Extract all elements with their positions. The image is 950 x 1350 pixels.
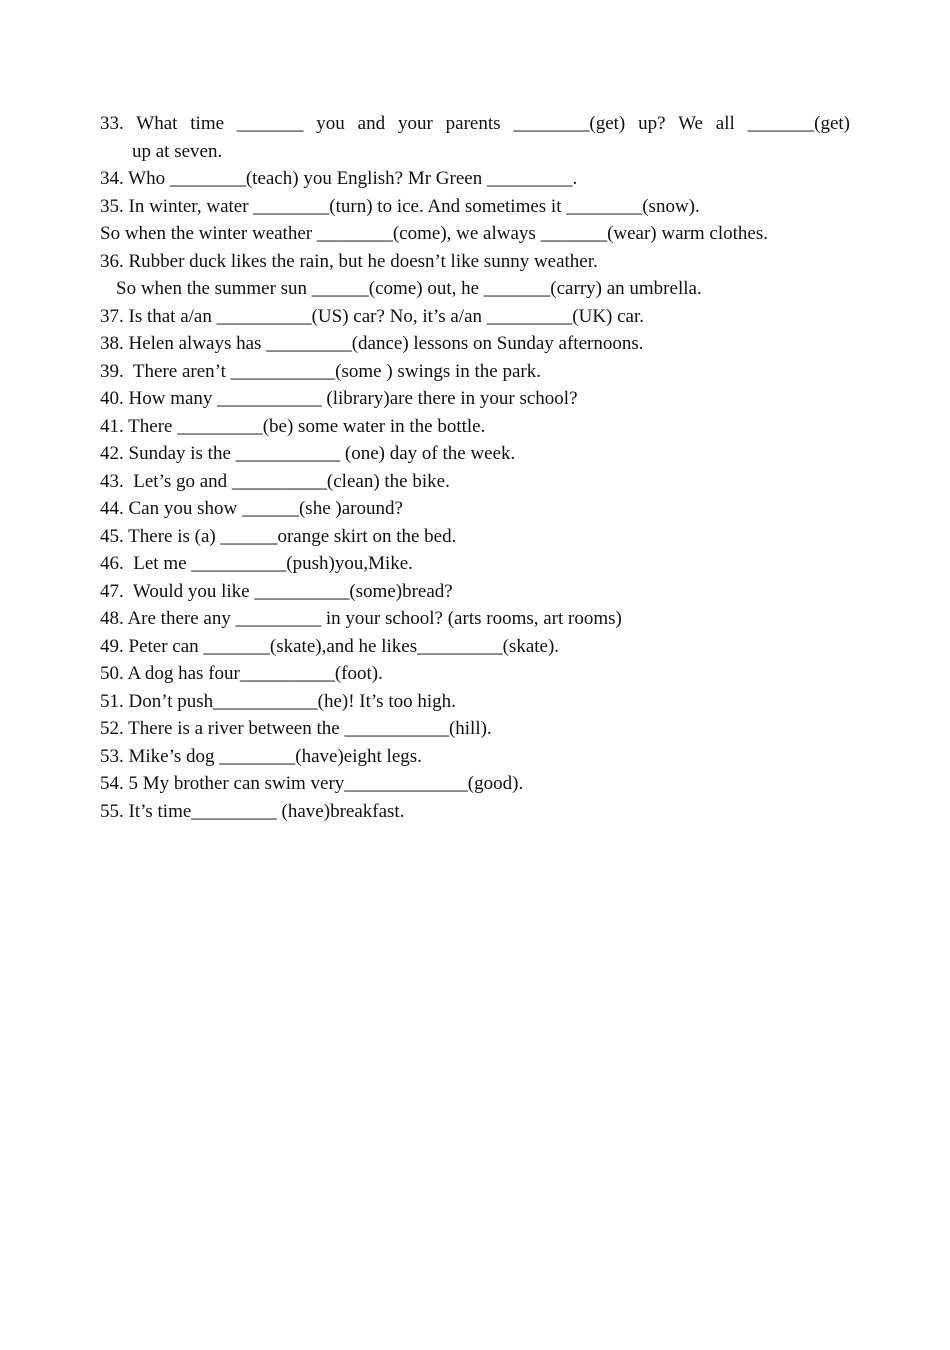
question-54: 54. 5 My brother can swim very_____________(good).	[100, 773, 524, 794]
question-33-line-2: up at seven.	[132, 140, 223, 162]
question-47: 47. Would you like __________(some)bread?	[100, 580, 453, 602]
question-36-line-1: 36. Rubber duck likes the rain, but he doesn’t like sunny weather.	[100, 250, 598, 272]
question-43: 43. Let’s go and __________(clean) the bike.	[100, 470, 450, 492]
question-45: 45. There is (a) ______orange skirt on the bed.	[100, 525, 457, 547]
question-40: 40. How many ___________ (library)are there in your school?	[100, 388, 578, 409]
question-38: 38. Helen always has _________(dance) lessons on Sunday afternoons.	[100, 333, 644, 354]
question-49: 49. Peter can _______(skate),and he likes_________(skate).	[100, 635, 560, 657]
question-36-line-2: So when the summer sun ______(come) out, he _______(carry) an umbrella.	[116, 278, 702, 299]
question-48: 48. Are there any _________ in your school? (arts rooms, art rooms)	[100, 608, 622, 629]
question-41: 41. There _________(be) some water in the bottle.	[100, 415, 486, 437]
question-33-line-1: 33. What time _______ you and your parents ________(get) up? We all _______(get)	[100, 113, 850, 134]
question-35-line-1: 35. In winter, water ________(turn) to ice. And sometimes it ________(snow).	[100, 195, 700, 217]
question-51: 51. Don’t push___________(he)! It’s too high.	[100, 690, 456, 712]
question-52: 52. There is a river between the ___________(hill).	[100, 718, 492, 739]
question-37: 37. Is that a/an __________(US) car? No, it’s a/an _________(UK) car.	[100, 305, 645, 327]
question-34: 34. Who ________(teach) you English? Mr Green _________.	[100, 168, 578, 189]
question-50: 50. A dog has four__________(foot).	[100, 663, 383, 684]
question-53: 53. Mike’s dog ________(have)eight legs.	[100, 745, 422, 767]
question-42: 42. Sunday is the ___________ (one) day of the week.	[100, 443, 516, 464]
question-46: 46. Let me __________(push)you,Mike.	[100, 553, 413, 574]
question-44: 44. Can you show ______(she )around?	[100, 498, 403, 519]
question-35-line-2: So when the winter weather ________(come), we always _______(wear) warm clothes.	[100, 223, 768, 244]
question-39: 39. There aren’t ___________(some ) swings in the park.	[100, 360, 541, 382]
worksheet-page	[100, 110, 850, 825]
question-55: 55. It’s time_________ (have)breakfast.	[100, 800, 405, 822]
